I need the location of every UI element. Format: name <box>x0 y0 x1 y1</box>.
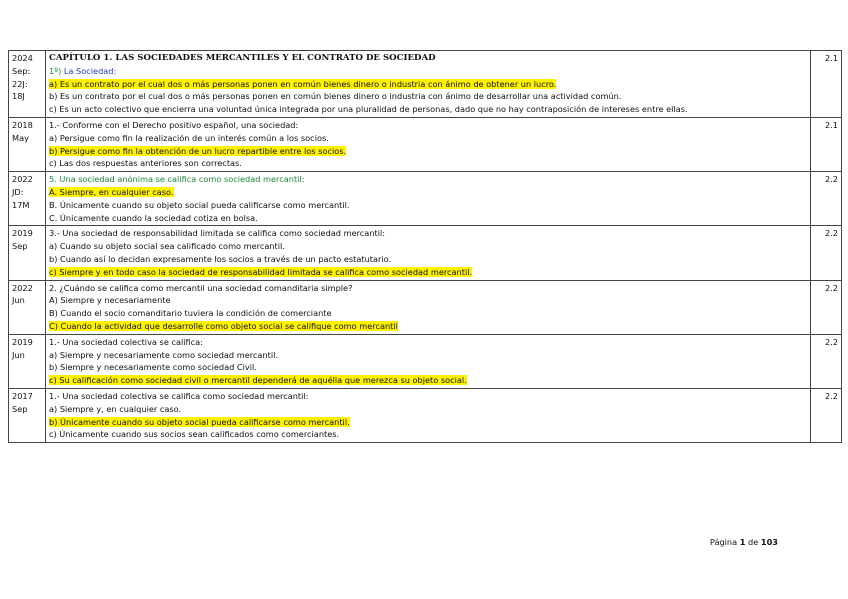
answer-option: a) Persigue como fin la realización de un interés común a los socios. <box>49 132 329 143</box>
table-row <box>9 280 842 334</box>
row-code: 2.2 <box>811 334 842 388</box>
row-date: 2017 Sep <box>9 388 46 442</box>
row-code: 2.2 <box>811 280 842 334</box>
answer-option-correct: c) Su calificación como sociedad civil o mercantil dependerá de aquélla que merezca su objeto social. <box>49 375 467 386</box>
answer-option: B. Únicamente cuando su objeto social pueda calificarse como mercantil. <box>49 199 350 210</box>
row-date: 2018 May <box>9 117 46 171</box>
row-content <box>46 172 811 226</box>
answer-option: c) Las dos respuestas anteriores son correctas. <box>49 158 242 169</box>
answer-option: b) Siempre y necesariamente como sociedad Civil. <box>49 362 257 373</box>
question-text: 2. ¿Cuándo se califica como mercantil una sociedad comanditaria simple? <box>49 282 353 293</box>
table-row <box>9 172 842 226</box>
answer-option: A) Siempre y necesariamente <box>49 295 171 306</box>
question-text: 5. Una sociedad anónima se califica como sociedad mercantil: <box>49 174 305 185</box>
row-content <box>46 334 811 388</box>
page-number: Página 1 de 103 <box>709 537 778 547</box>
chapter-title: CAPÍTULO 1. LAS SOCIEDADES MERCANTILES Y EL CONTRATO DE SOCIEDAD <box>49 53 436 63</box>
answer-option: a) Cuando su objeto social sea calificado como mercantil. <box>49 241 285 252</box>
row-code: 2.2 <box>811 226 842 280</box>
answer-option-correct: C) Cuando la actividad que desarrolle como objeto social se califique como mercantil <box>49 320 398 331</box>
row-date: 2022 Jun <box>9 280 46 334</box>
table-row <box>9 51 842 118</box>
answer-option: c) Es un acto colectivo que encierra una voluntad única integrada por una pluralidad de personas, dado que no hay contraposición de intereses entre ellas. <box>49 104 688 115</box>
table-row <box>9 388 842 442</box>
row-content <box>46 280 811 334</box>
answer-option-correct: A. Siempre, en cualquier caso. <box>49 186 174 197</box>
table-row <box>9 226 842 280</box>
row-code: 2.1 <box>811 117 842 171</box>
question-text: 1º) La Sociedad: <box>49 65 117 76</box>
row-date: 2019 Sep <box>9 226 46 280</box>
answer-option-correct: c) Siempre y en todo caso la sociedad de responsabilidad limitada se califica como sociedad mercantil. <box>49 266 473 277</box>
answer-option-correct: b) Persigue como fin la obtención de un lucro repartible entre los socios. <box>49 145 347 156</box>
table-row <box>9 117 842 171</box>
answer-option: C. Únicamente cuando la sociedad cotiza en bolsa. <box>49 212 258 223</box>
table-row <box>9 334 842 388</box>
row-content <box>46 226 811 280</box>
answer-option: a) Siempre y necesariamente como sociedad mercantil. <box>49 349 278 360</box>
question-text: 1.- Una sociedad colectiva se califica como sociedad mercantil: <box>49 390 309 401</box>
answer-option: b) Es un contrato por el cual dos o más personas ponen en común bienes dinero o industria con ánimo de desarrollar una actividad común. <box>49 91 622 102</box>
row-code: 2.1 <box>811 51 842 118</box>
question-text: 1.- Una sociedad colectiva se califica: <box>49 336 203 347</box>
row-code: 2.2 <box>811 172 842 226</box>
row-date: 2022 JD: 17M <box>9 172 46 226</box>
row-content <box>46 388 811 442</box>
row-date: 2019 Jun <box>9 334 46 388</box>
row-content <box>46 51 811 118</box>
question-text: 1.- Conforme con el Derecho positivo español, una sociedad: <box>49 119 299 130</box>
question-text: 3.- Una sociedad de responsabilidad limitada se califica como sociedad mercantil: <box>49 228 386 239</box>
answer-option: c) Únicamente cuando sus socios sean calificados como comerciantes. <box>49 429 340 440</box>
answer-option: a) Siempre y, en cualquier caso. <box>49 403 182 414</box>
answer-option-correct: b) Únicamente cuando su objeto social pueda calificarse como mercantil. <box>49 416 350 427</box>
answer-option: b) Cuando así lo decidan expresamente los socios a través de un pacto estatutario. <box>49 253 392 264</box>
row-code: 2.2 <box>811 388 842 442</box>
answer-option: B) Cuando el socio comanditario tuviera la condición de comerciante <box>49 308 332 319</box>
row-content <box>46 117 811 171</box>
answer-option-correct: a) Es un contrato por el cual dos o más personas ponen en común bienes dinero o industria con ánimo de obtener un lucro. <box>49 78 557 89</box>
questions-table <box>8 50 842 443</box>
row-date: 2024 Sep: 22J: 18J <box>9 51 46 118</box>
